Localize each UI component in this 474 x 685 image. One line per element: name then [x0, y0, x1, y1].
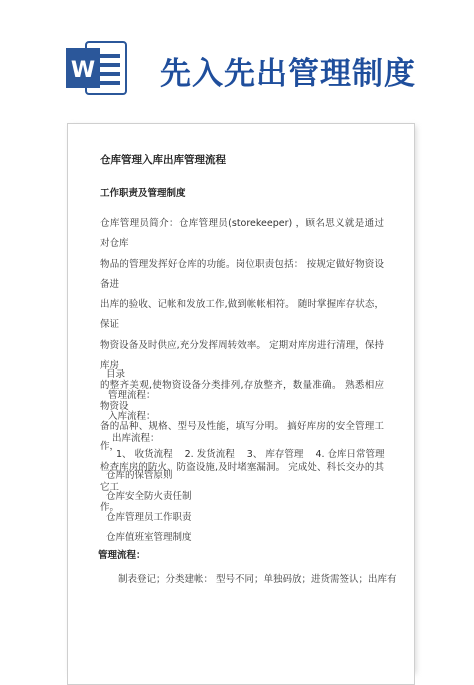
- toc-item: 管理流程：: [108, 390, 156, 401]
- intro-line: 检查库房的防火、防盗设施,及时堵塞漏洞。 完成处、科长交办的其它工: [100, 461, 384, 493]
- page-title: 先入先出管理制度: [160, 56, 416, 92]
- intro-line: 备的品种、规格、型号及性能，填写分明。 搞好库房的安全管理工作，: [100, 420, 384, 453]
- document-page: [67, 123, 415, 685]
- system-item: 仓库值班室管理制度: [106, 532, 192, 543]
- bottom-line: 制表登记；分类建帐： 型号不同；单独码放；进货需签认；出库有: [118, 574, 397, 585]
- intro-line: 的整齐美观,使物资设备分类排列,存放整齐，数量准确。 熟悉相应物资设: [100, 380, 384, 412]
- page-header: [0, 0, 474, 110]
- section-heading: 工作职责及管理制度: [100, 188, 186, 199]
- flow-item: 1、 收货流程: [116, 449, 173, 460]
- flow-item: 4. 仓库日常管理: [315, 449, 385, 460]
- intro-line: 物资设备及时供应,充分发挥周转效率。 定期对库房进行清理，保持库房: [100, 339, 384, 372]
- flow-item: 2. 发货流程: [184, 449, 235, 460]
- document-title: 仓库管理入库出库管理流程: [100, 154, 226, 166]
- intro-line: 作。: [100, 502, 120, 514]
- system-item: 仓库的保管原则: [106, 470, 173, 481]
- flow-item: 3、 库存管理: [246, 449, 304, 460]
- management-heading: 管理流程：: [98, 550, 146, 561]
- system-item: 仓库管理员工作职责: [106, 512, 192, 523]
- toc-label: 目录: [106, 369, 126, 380]
- intro-line: 物品的管理发挥好仓库的功能。岗位职责包括： 按规定做好物资设备进: [100, 258, 384, 290]
- svg-text:W: W: [70, 58, 96, 83]
- toc-item: 入库流程：: [108, 411, 156, 422]
- toc-item: 出库流程：: [112, 433, 160, 444]
- word-icon: [64, 38, 128, 98]
- intro-line: 出库的验收、记帐和发放工作,做到帐帐相符。 随时掌握库存状态，保证: [100, 299, 384, 331]
- system-item: 仓库安全防火责任制: [106, 491, 192, 502]
- intro-line: 仓库管理员简介：仓库管理员(storekeeper) ，顾名思义就是通过对仓库: [100, 218, 384, 250]
- flow-items-row: [116, 446, 385, 460]
